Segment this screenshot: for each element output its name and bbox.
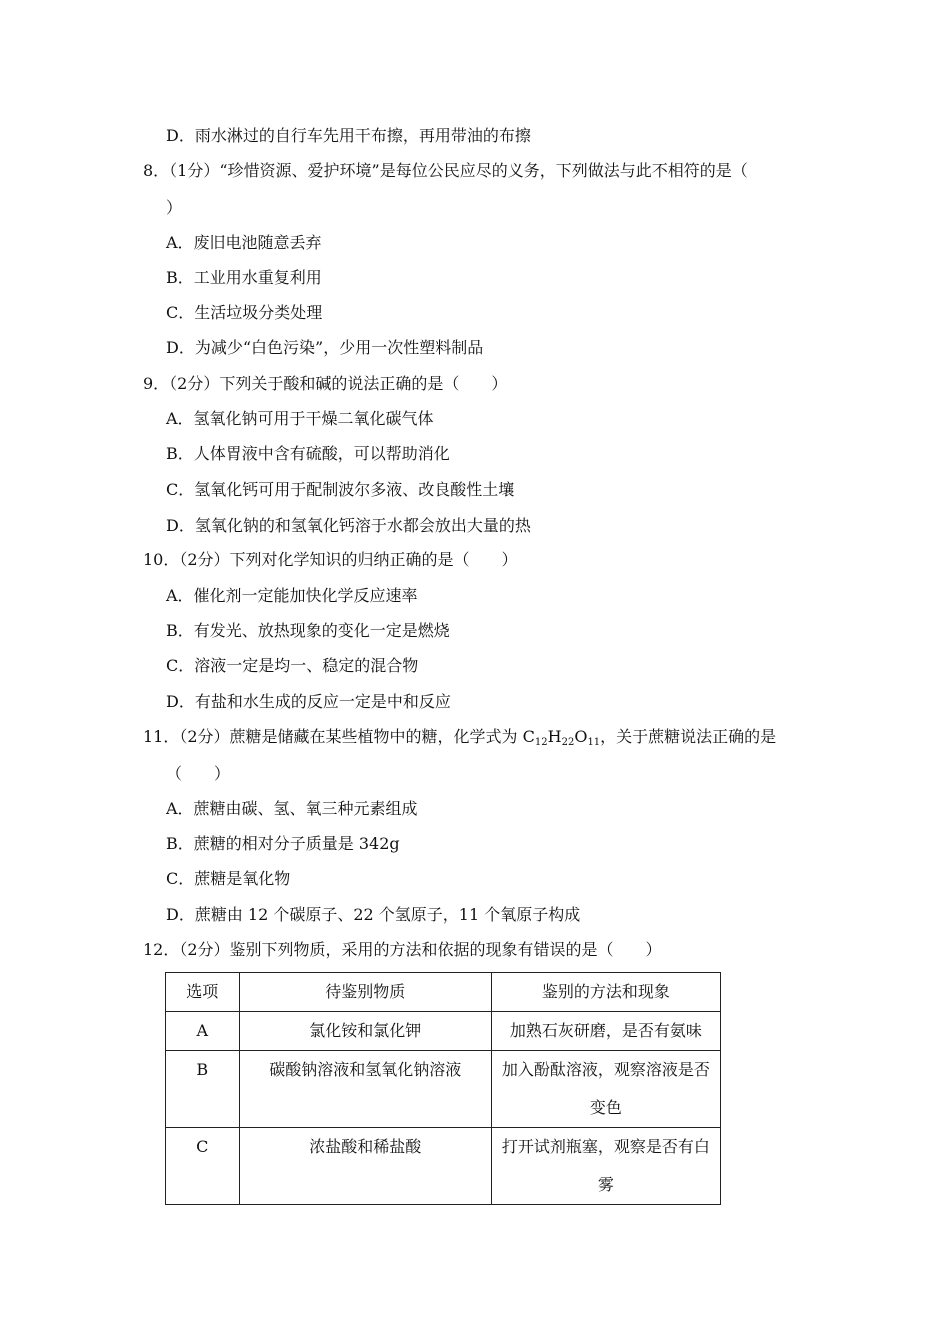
q9-option-b: B．人体胃液中含有硫酸，可以帮助消化: [166, 444, 450, 463]
table-cell-substances: 氯化铵和氯化钾: [239, 1012, 491, 1051]
q10-option-a: A．催化剂一定能加快化学反应速率: [166, 586, 418, 605]
table-header-substances: 待鉴别物质: [239, 973, 491, 1012]
q7-option-d: D．雨水淋过的自行车先用干布擦，再用带油的布擦: [166, 126, 531, 145]
table-cell-option: C: [166, 1128, 240, 1205]
q10-option-b: B．有发光、放热现象的变化一定是燃烧: [166, 621, 450, 640]
q8-option-a: A．废旧电池随意丢弃: [166, 233, 322, 252]
table-cell-method: 加入酚酞溶液，观察溶液是否变色: [491, 1051, 720, 1128]
table-cell-option: A: [166, 1012, 240, 1051]
q9-stem: 9．（2分）下列关于酸和碱的说法正确的是（ ）: [143, 374, 508, 393]
q12-stem: 12．（2分）鉴别下列物质，采用的方法和依据的现象有错误的是（ ）: [143, 940, 662, 959]
table-cell-method: 加熟石灰研磨，是否有氨味: [491, 1012, 720, 1051]
q11-stem: [143, 727, 776, 747]
q8-option-b: B．工业用水重复利用: [166, 268, 322, 287]
q9-option-a: A．氢氧化钠可用于干燥二氧化碳气体: [166, 409, 434, 428]
formula-o: O: [574, 727, 588, 746]
q11-stem-pre: 11．（2分）蔗糖是储藏在某些植物中的糖，化学式为: [143, 727, 523, 746]
table-cell-substances: 碳酸钠溶液和氢氧化钠溶液: [239, 1051, 491, 1128]
q9-option-d: D．氢氧化钠的和氢氧化钙溶于水都会放出大量的热: [166, 516, 531, 535]
table-header-option: 选项: [166, 973, 240, 1012]
q11-option-d: D．蔗糖由 12 个碳原子、22 个氢原子，11 个氧原子构成: [166, 905, 581, 924]
q11-stem-post: ，关于蔗糖说法正确的是: [600, 727, 777, 746]
q11-option-c: C．蔗糖是氧化物: [166, 869, 291, 888]
formula-c-sub: 12: [534, 737, 548, 748]
q11-stem-close: （ ）: [166, 764, 231, 783]
q10-stem: 10．（2分）下列对化学知识的归纳正确的是（ ）: [143, 550, 518, 569]
sucrose-formula: [523, 727, 601, 746]
table-header-method: 鉴别的方法和现象: [491, 973, 720, 1012]
q8-stem-close: ）: [166, 198, 183, 217]
table-row: [166, 1012, 721, 1051]
table-cell-method: 打开试剂瓶塞，观察是否有白雾: [491, 1128, 720, 1205]
table-cell-substances: 浓盐酸和稀盐酸: [239, 1128, 491, 1205]
table-row: [166, 1051, 721, 1128]
q10-option-d: D．有盐和水生成的反应一定是中和反应: [166, 692, 451, 711]
formula-c: C: [522, 727, 535, 746]
table-row: [166, 1128, 721, 1205]
table-cell-option: B: [166, 1051, 240, 1128]
q10-option-c: C．溶液一定是均一、稳定的混合物: [166, 656, 419, 675]
q8-stem: 8．（1分）“珍惜资源、爱护环境”是每位公民应尽的义务，下列做法与此不相符的是（: [143, 161, 748, 180]
q8-option-c: C．生活垃圾分类处理: [166, 303, 323, 322]
q9-option-c: C．氢氧化钙可用于配制波尔多液、改良酸性土壤: [166, 480, 515, 499]
table-header-row: [166, 973, 721, 1012]
q11-option-b: B．蔗糖的相对分子质量是 342g: [166, 834, 400, 853]
q8-option-d: D．为减少“白色污染”，少用一次性塑料制品: [166, 338, 484, 357]
formula-h-sub: 22: [561, 737, 575, 748]
q12-table: [165, 972, 721, 1205]
formula-h: H: [547, 727, 562, 746]
formula-o-sub: 11: [587, 737, 601, 748]
q11-option-a: A．蔗糖由碳、氢、氧三种元素组成: [166, 799, 418, 818]
